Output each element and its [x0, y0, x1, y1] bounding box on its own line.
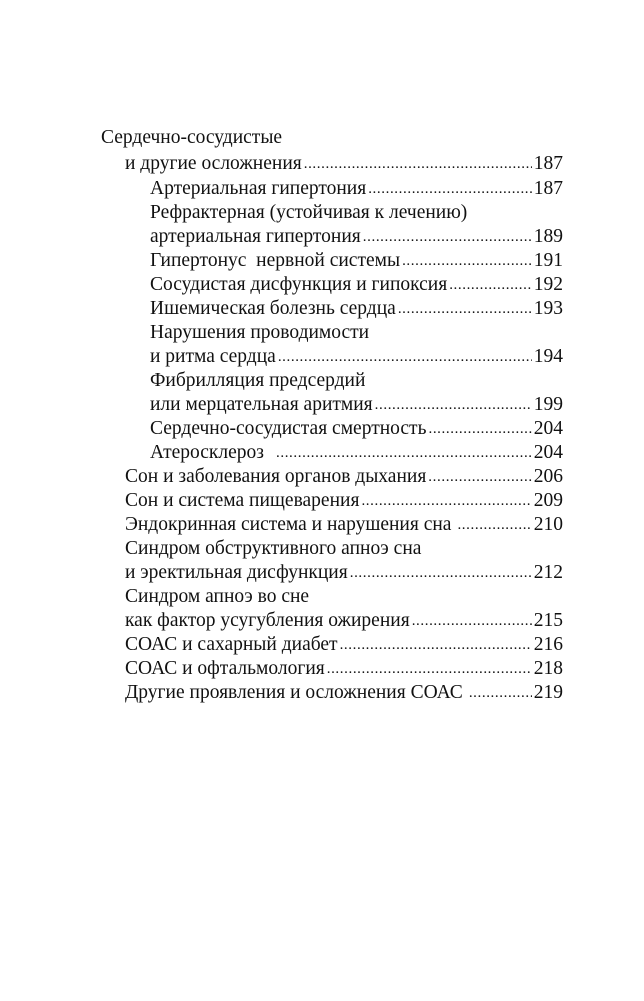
dot-leader [361, 489, 531, 513]
toc-entry-title: артериальная гипертония [150, 226, 361, 247]
toc-entry-diabetes[interactable] [125, 633, 563, 657]
toc-entry-respiratory[interactable] [125, 465, 563, 489]
toc-entry-title: и эректильная дисфункция [125, 562, 348, 583]
dot-leader [278, 345, 532, 369]
dot-leader [449, 273, 532, 297]
toc-entry-page: 191 [533, 250, 563, 271]
dot-leader [375, 393, 532, 417]
toc-entry-vascular[interactable] [150, 273, 563, 297]
toc-entry-title: как фактор усугубления ожирения [125, 610, 410, 631]
dot-leader [327, 657, 532, 681]
dot-leader [398, 297, 532, 321]
toc-entry-cardio[interactable] [125, 152, 563, 176]
toc-heading-refractory: Рефрактерная (устойчивая к лечению) [150, 202, 468, 223]
toc-entry-page: 212 [533, 562, 563, 583]
toc-entry-endocrine[interactable] [125, 513, 563, 537]
toc-entry-page: 218 [533, 658, 563, 679]
toc-entry-title: СОАС и офтальмология [125, 658, 325, 679]
toc-heading-conduction: Нарушения проводимости [150, 322, 370, 343]
toc-entry-title: Сон и заболевания органов дыхания [125, 466, 427, 487]
toc-entry-fibrillation[interactable] [150, 393, 563, 417]
toc-entry-page: 204 [533, 442, 563, 463]
toc-entry-page: 219 [533, 682, 563, 703]
dot-leader [340, 633, 532, 657]
toc-entry-ischemic[interactable] [150, 297, 563, 321]
toc-entry-title: Другие проявления и осложнения СОАС [125, 682, 463, 703]
toc-heading-obesity: Синдром апноэ во сне [125, 586, 310, 607]
toc-entry-page: 215 [533, 610, 563, 631]
toc-entry-page: 204 [533, 418, 563, 439]
toc-entry-page: 206 [533, 466, 563, 487]
toc-entry-title: Гипертонус нервной системы [150, 250, 401, 271]
toc-entry-title: и другие осложнения [125, 153, 302, 174]
toc-entry-title: и ритма сердца [150, 346, 276, 367]
toc-entry-title: СОАС и сахарный диабет [125, 634, 338, 655]
toc-entry-digestive[interactable] [125, 489, 563, 513]
toc-entry-page: 194 [533, 346, 563, 367]
dot-leader [350, 561, 532, 585]
toc-entry-page: 193 [533, 298, 563, 319]
toc-entry-page: 189 [533, 226, 563, 247]
toc-entry-title: Сосудистая дисфункция и гипоксия [150, 274, 448, 295]
dot-leader [428, 465, 531, 489]
toc-entry-title: Артериальная гипертония [150, 178, 367, 199]
dot-leader [457, 513, 531, 537]
toc-entry-page: 187 [533, 178, 563, 199]
toc-entry-other[interactable] [125, 681, 563, 705]
toc-entry-title: или мерцательная аритмия [150, 394, 373, 415]
toc-entry-erectile[interactable] [125, 561, 563, 585]
toc-heading-fibrillation: Фибрилляция предсердий [150, 370, 366, 391]
toc-entry-title: Сон и система пищеварения [125, 490, 360, 511]
dot-leader [469, 681, 532, 705]
toc-entry-title: Атеросклероз [150, 442, 264, 463]
toc-entry-obesity[interactable] [125, 609, 563, 633]
toc-entry-page: 199 [533, 394, 563, 415]
dot-leader [363, 225, 532, 249]
toc-entry-ophthalmology[interactable] [125, 657, 563, 681]
toc-entry-conduction[interactable] [150, 345, 563, 369]
toc-entry-page: 210 [533, 514, 563, 535]
toc-heading-cardio: Сердечно-сосудистые [101, 127, 283, 148]
toc-heading-erectile: Синдром обструктивного апноэ сна [125, 538, 422, 559]
toc-entry-nervous[interactable] [150, 249, 563, 273]
dot-leader [304, 152, 532, 176]
toc-entry-atherosclerosis[interactable] [150, 441, 563, 465]
toc-entry-page: 209 [533, 490, 563, 511]
dot-leader [368, 177, 532, 201]
dot-leader [428, 417, 531, 441]
dot-leader [276, 441, 532, 465]
toc-entry-title: Сердечно-сосудистая смертность [150, 418, 427, 439]
toc-entry-hypertension[interactable] [150, 177, 563, 201]
toc-entry-page: 187 [533, 153, 563, 174]
toc-entry-page: 192 [533, 274, 563, 295]
dot-leader [412, 609, 532, 633]
toc-entry-refractory[interactable] [150, 225, 563, 249]
toc-entry-page: 216 [533, 634, 563, 655]
dot-leader [402, 249, 532, 273]
toc-entry-title: Ишемическая болезнь сердца [150, 298, 396, 319]
toc-entry-title: Эндокринная система и нарушения сна [125, 514, 452, 535]
toc-entry-mortality[interactable] [150, 417, 563, 441]
